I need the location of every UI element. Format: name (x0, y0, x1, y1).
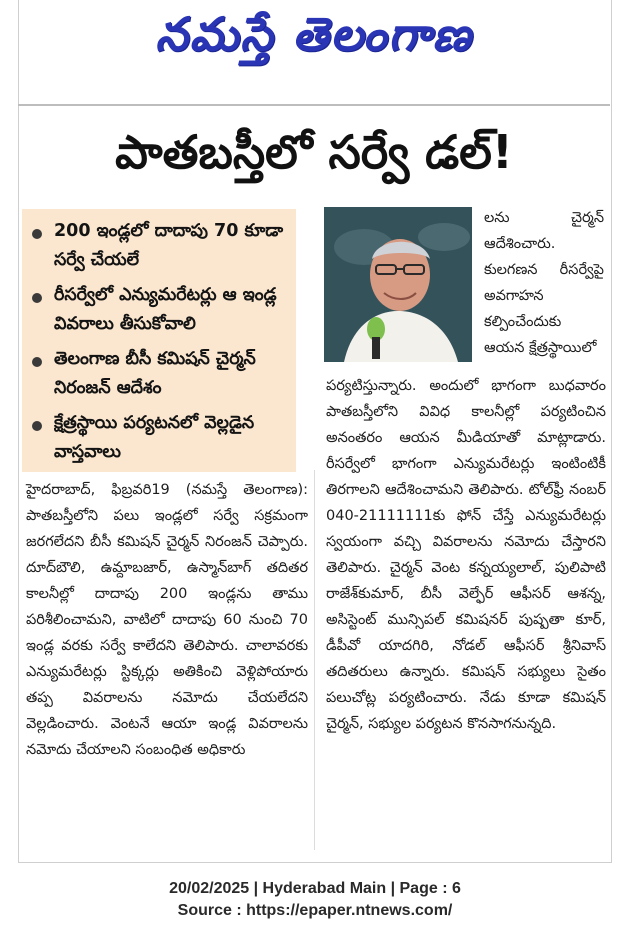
chairman-photo (324, 207, 472, 362)
bullet-icon (32, 357, 42, 367)
article-column-right: పర్యటిస్తున్నారు. అందులో భాగంగా బుధవారం పాతబస్తీలోని వివిధ కాలనీల్లో పర్యటించిన అనంతరం ఆయన మీడియాతో మాట్లాడారు. రీసర్వేలో భాగంగా ఎన్యుమరేటర్లు ఇంటింటికీ తిరగాలని ఆదేశించామని తెలిపారు. టోల్‌ఫ్రీ నంబర్ 040-21111111కు ఫోన్ చేస్తే ఎన్యుమరేటర్లు స్వయంగా వచ్చి వివరాలను నమోదు చేస్తారని తెలిపారు. చైర్మన్ వెంట కన్నయ్యలాల్, పులిపాటి రాజేశ్‌కుమార్, బీసీ వెల్ఫేర్ ఆఫీసర్ ఆశన్న, అసిస్టెంట్ మున్సిపల్ కమిషనర్ పుష్పతా కూర్, డీపీవో యాదగిరి, నోడల్ ఆఫీసర్ శ్రీనివాస్ తదితరులు ఉన్నారు. కమిషన్ సభ్యులు సైతం పలుచోట్ల పర్యటించారు. నేడు కూడా కమిషన్ చైర్మన్, సభ్యుల పర్యటన కొనసాగనున్నది. (326, 378, 606, 732)
person-portrait-icon (324, 207, 472, 362)
newspaper-masthead (18, 4, 610, 76)
bullet-icon (32, 421, 42, 431)
highlight-item (32, 345, 288, 403)
highlight-item (32, 217, 288, 275)
page-footer (0, 878, 630, 922)
footer-date-edition: 20/02/2025 | Hyderabad Main | Page : 6 (169, 880, 461, 897)
highlight-text: రీసర్వేలో ఎన్యుమరేటర్లు ఆ ఇండ్ల వివరాలు తీసుకోవాలి (54, 285, 277, 334)
masthead-logo: నమస్తే తెలంగాణ (155, 7, 473, 61)
highlight-text: తెలంగాణ బీసీ కమిషన్ చైర్మన్ నిరంజన్ ఆదేశం (54, 349, 256, 398)
highlight-text: క్షేత్రస్థాయి పర్యటనలో వెల్లడైన వాస్తవాలు (54, 413, 255, 462)
header-divider (18, 104, 610, 106)
highlight-item (32, 281, 288, 339)
highlight-item (32, 409, 288, 467)
highlight-text: 200 ఇండ్లలో దాదాపు 70 కూడా సర్వే చేయలే (54, 221, 284, 270)
article-column-left: హైదరాబాద్, ఫిబ్రవరి19 (నమస్తే తెలంగాణ): పాతబస్తీలోని పలు ఇండ్లలో సర్వే సక్రమంగా జరగలేదని బీసీ కమిషన్ చైర్మన్ నిరంజన్ చెప్పారు. దూద్‌బౌలి, ఉమ్దాబజార్, ఉస్మాన్‌బాగ్ తదితర కాలనీల్లో దాదాపు 200 ఇండ్లను తాము పరిశీలించామని, వాటిలో దాదాపు 60 నుంచి 70 ఇండ్ల వరకు సర్వే కాలేదని తెలిపారు. చాలావరకు ఎన్యుమరేటర్లు స్టిక్కర్లు అతికించి వెళ్లిపోయారు తప్ప వివరాలను నమోదు చేయలేదని వెల్లడించారు. వెంటనే ఆయా ఇండ్ల వివరాలను నమోదు చేయాలని సంబంధిత అధికారు (26, 482, 308, 758)
column-divider (314, 470, 315, 850)
bullet-icon (32, 229, 42, 239)
article-headline: పాతబస్తీలో సర్వే డల్! (115, 125, 513, 179)
highlights-box (22, 209, 296, 472)
bullet-icon (32, 293, 42, 303)
article-column-right-top: లను చైర్మన్ ఆదేశించారు. కులగణన రీసర్వేపై అవగాహన కల్పించేందుకు ఆయన క్షేత్రస్థాయిలో (484, 210, 604, 356)
footer-source: Source : https://epaper.ntnews.com/ (177, 902, 453, 919)
